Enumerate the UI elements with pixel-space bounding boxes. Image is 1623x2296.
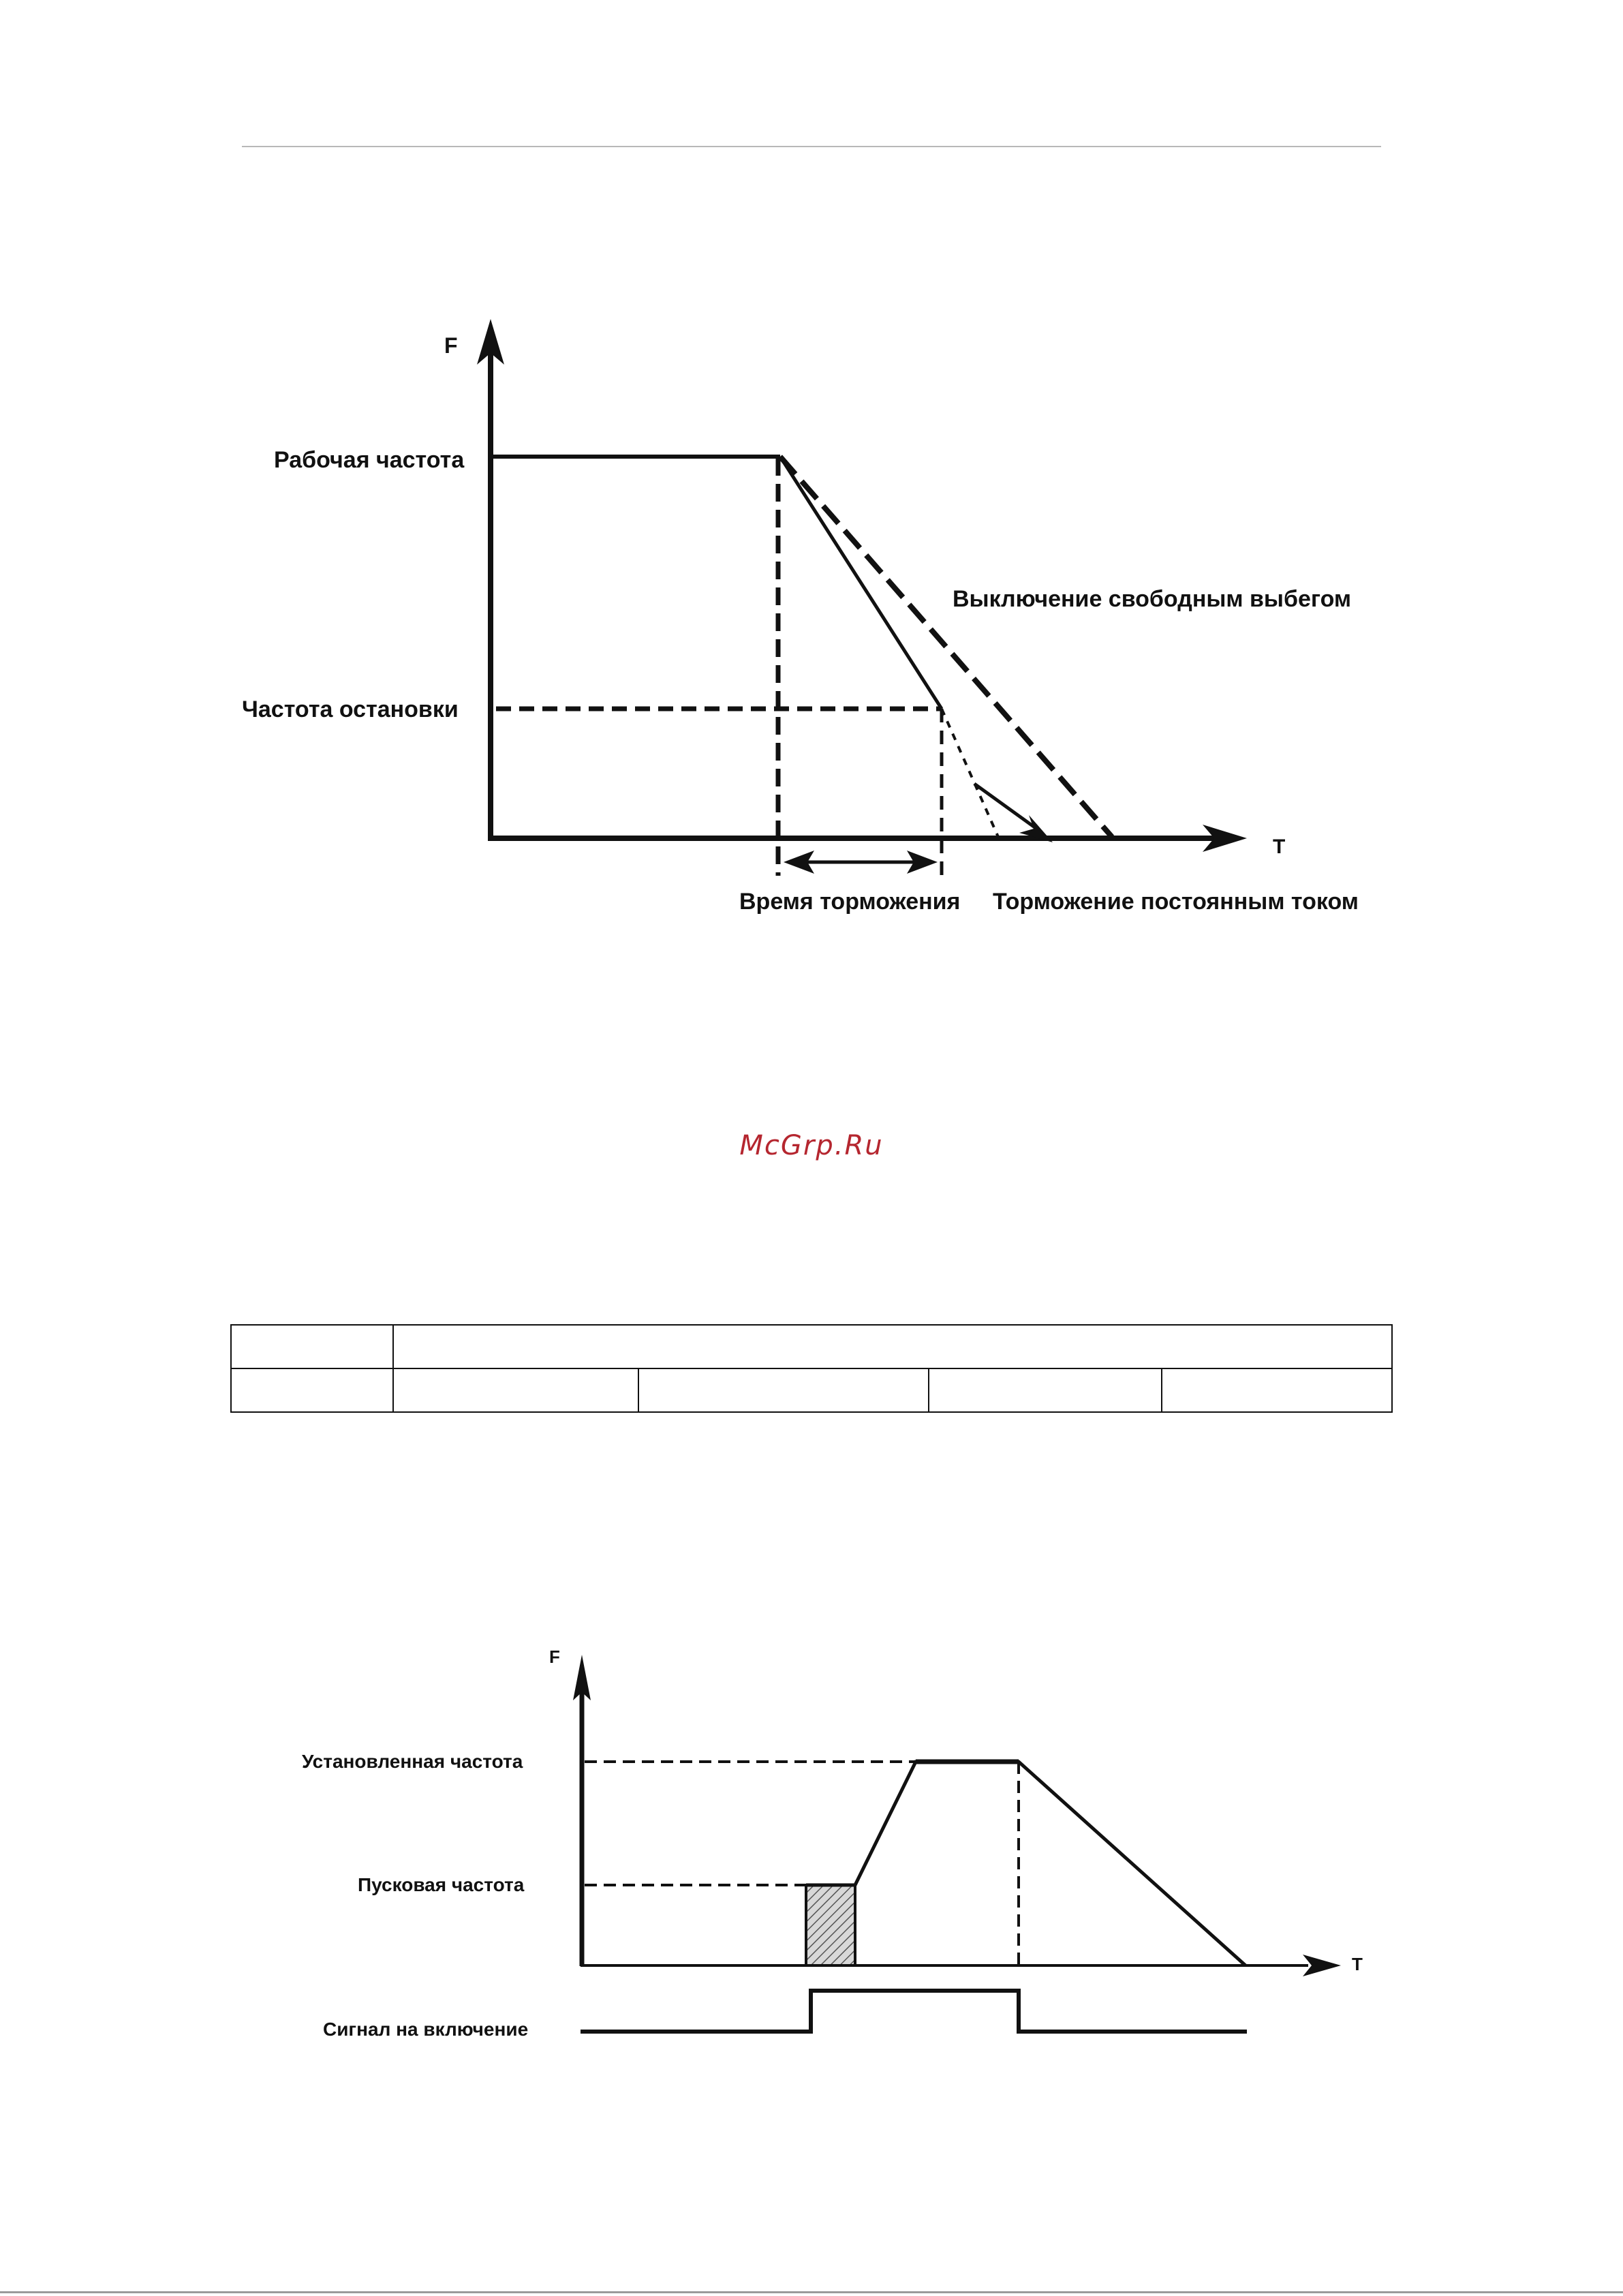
decel-continuation-dotted — [942, 709, 998, 837]
set-frequency-label: Установленная частота — [302, 1751, 523, 1772]
stop-frequency-label: Частота остановки — [242, 697, 459, 722]
running-frequency-label: Рабочая частота — [274, 447, 465, 473]
coast-stop-line — [780, 457, 1112, 837]
start-hold-region — [806, 1885, 855, 1965]
watermark-text[interactable]: McGrp.Ru — [739, 1130, 884, 1161]
table-row — [231, 1368, 1392, 1412]
frequency-profile — [806, 1762, 1246, 1965]
table-cell — [231, 1325, 393, 1368]
table-cell — [393, 1368, 638, 1412]
coast-stop-label: Выключение свободным выбегом — [953, 586, 1352, 612]
dc-brake-stop-diagram — [0, 0, 1623, 954]
brake-time-label: Время торможения — [739, 889, 961, 915]
dc-brake-curve — [974, 784, 1036, 828]
dc-brake-label: Торможение постоянным током — [993, 889, 1359, 915]
y-axis-label: F — [549, 1647, 560, 1667]
table-row — [231, 1325, 1392, 1368]
table-cell — [1162, 1368, 1392, 1412]
parameter-table — [230, 1324, 1393, 1413]
x-axis-label: T — [1352, 1954, 1363, 1974]
y-axis-arrow-icon — [573, 1655, 591, 1700]
x-axis-label: T — [1273, 836, 1286, 858]
x-axis-arrow-icon — [1303, 1955, 1341, 1976]
run-signal-label: Сигнал на включение — [323, 2019, 529, 2040]
table-cell — [231, 1368, 393, 1412]
run-signal-waveform — [581, 1991, 1247, 2032]
deceleration-line — [780, 457, 942, 709]
table-cell — [638, 1368, 929, 1412]
start-frequency-label: Пусковая частота — [358, 1874, 525, 1895]
y-axis-label: F — [444, 333, 458, 358]
footer-rule — [0, 2291, 1623, 2293]
table-cell — [929, 1368, 1162, 1412]
table-cell — [393, 1325, 1392, 1368]
